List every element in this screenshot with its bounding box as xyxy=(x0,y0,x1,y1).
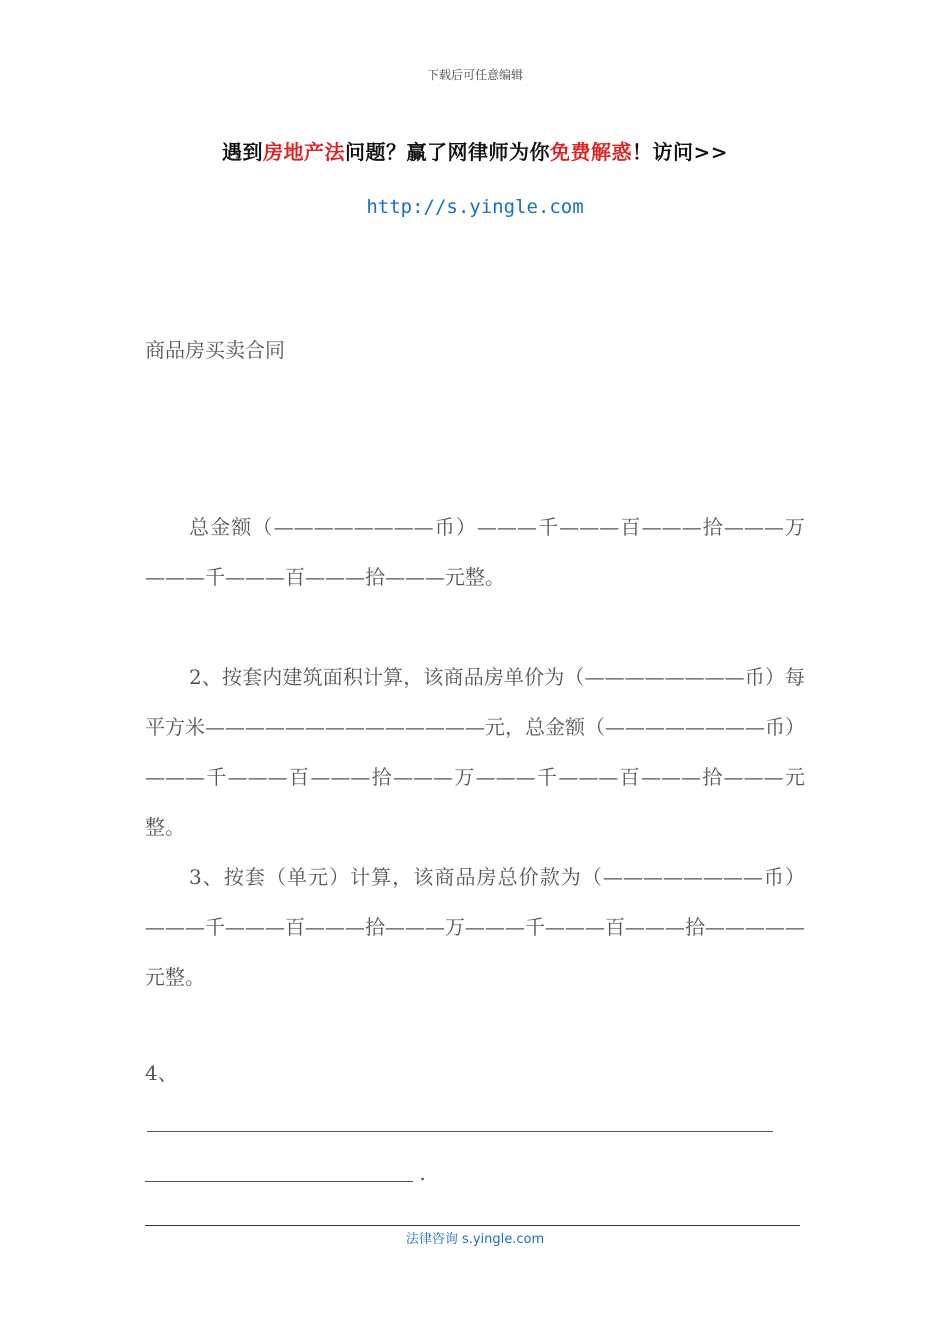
document-title: 商品房买卖合同 xyxy=(145,338,285,362)
footer-legal-link[interactable]: 法律咨询 s.yingle.com xyxy=(405,1232,545,1247)
promo-text-2: 问题？赢了网律师为你 xyxy=(344,140,550,164)
blank-line-1 xyxy=(147,1117,773,1132)
paragraph-item-4 xyxy=(145,1048,805,1198)
paragraph-unit-total: 3、按套（单元）计算，该商品房总价款为（————————币）———千———百———拾———万———千———百———拾—————元整。 xyxy=(145,865,805,989)
item-4-label: 4、 xyxy=(145,1061,178,1085)
item-4-end: . xyxy=(419,1161,426,1185)
promo-highlight-free: 免费解惑 xyxy=(549,140,632,164)
paragraph-unit-price: 2、按套内建筑面积计算，该商品房单价为（————————币）每平方米——————————————元，总金额（————————币）———千———百———拾———万———千———百———拾———元整。 xyxy=(145,665,805,839)
promo-banner xyxy=(0,136,950,165)
footer-divider xyxy=(145,1225,800,1226)
paragraph-total-amount: 总金额（————————币）———千———百———拾———万———千———百———拾———元整。 xyxy=(145,515,805,589)
blank-line-2 xyxy=(145,1167,413,1182)
promo-highlight-real-estate-law: 房地产法 xyxy=(262,140,345,164)
promo-text-1: 遇到 xyxy=(221,140,263,164)
download-note: 下载后可任意编辑 xyxy=(426,68,523,82)
promo-text-3: ！访问>> xyxy=(631,140,728,164)
promo-link[interactable]: http://s.yingle.com xyxy=(366,196,584,218)
